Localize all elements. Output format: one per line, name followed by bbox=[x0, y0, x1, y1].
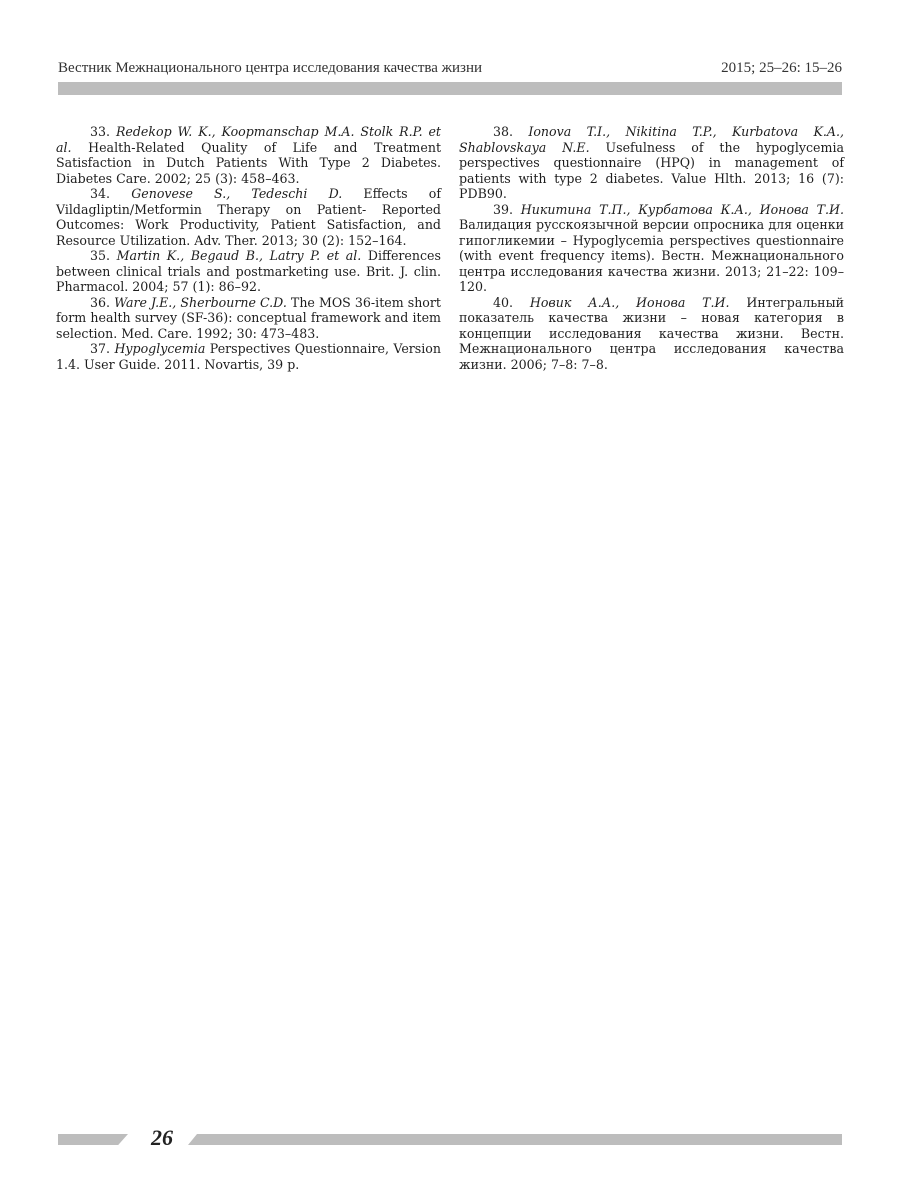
reference-number: 39. bbox=[493, 201, 514, 217]
reference-text: Usefulness of the hypoglycemia perspectives questionnaire (HPQ) in management of patients with type 2 diabetes. Value Hlth. 2013; 16 (7): PDB90. bbox=[459, 139, 844, 201]
reference-authors: Genovese S., Tedeschi D. bbox=[131, 186, 343, 201]
reference-text: Health-Related Quality of Life and Treatment Satisfaction in Dutch Patients With Type 2 Diabetes. Diabetes Care. 2002; 25 (3): 458–463. bbox=[56, 139, 441, 186]
footer-rule-right bbox=[188, 1134, 842, 1145]
journal-title: Вестник Межнационального центра исследования качества жизни bbox=[58, 60, 483, 76]
reference-number: 38. bbox=[493, 124, 514, 139]
reference-item bbox=[56, 186, 441, 248]
reference-number: 34. bbox=[90, 186, 111, 201]
reference-authors: Ware J.E., Sherbourne C.D. bbox=[114, 294, 287, 310]
reference-authors: Hypoglycemia bbox=[114, 341, 206, 356]
reference-number: 37. bbox=[90, 341, 111, 356]
running-header bbox=[58, 60, 842, 80]
reference-authors: Ionova T.I., Nikitina T.P., Kurbatova K.A., Shablovskaya N.E. bbox=[459, 124, 844, 155]
header-rule bbox=[58, 82, 842, 95]
reference-authors: Никитина Т.П., Курбатова К.А., Ионова Т.И. bbox=[520, 201, 844, 217]
reference-text: Валидация русскоязычной версии опросника для оценки гипогликемии – Hypoglycemia perspectives questionnaire (with event frequency items). Вестн. Межнационального центра исследования качества жизни. 2013; 21–22: 109–120. bbox=[459, 217, 844, 294]
reference-item bbox=[56, 248, 441, 295]
issue-citation: 2015; 25–26: 15–26 bbox=[721, 60, 842, 76]
reference-item bbox=[459, 295, 844, 373]
reference-number: 40. bbox=[493, 294, 514, 310]
reference-item bbox=[56, 341, 441, 372]
reference-item bbox=[56, 124, 441, 186]
reference-item bbox=[459, 202, 844, 295]
references-list bbox=[56, 124, 846, 384]
reference-text: Differences between clinical trials and postmarketing use. Brit. J. clin. Pharmacol. 2004; 57 (1): 86–92. bbox=[56, 248, 441, 294]
footer-rule-left bbox=[58, 1134, 128, 1145]
reference-authors: Martin K., Begaud B., Latry P. et al. bbox=[116, 248, 362, 263]
reference-number: 35. bbox=[90, 248, 111, 263]
references-column-right bbox=[459, 124, 844, 372]
reference-text: Интегральный показатель качества жизни – новая категория в концепции исследования качества жизни. Вестн. Межнационального центра исследования качества жизни. 2006; 7–8: 7–8. bbox=[459, 294, 844, 372]
references-column-left bbox=[56, 124, 441, 372]
reference-number: 33. bbox=[90, 124, 111, 139]
reference-authors: Новик А.А., Ионова Т.И. bbox=[529, 294, 730, 310]
page-number: 26 bbox=[151, 1125, 173, 1150]
reference-text: The MOS 36-item short form health survey (SF-36): conceptual framework and item selection. Med. Care. 1992; 30: 473–483. bbox=[56, 294, 441, 341]
reference-authors: Redekop W. K., Koopmanschap M.A. Stolk R.P. et al. bbox=[56, 124, 441, 155]
reference-text: Effects of Vildagliptin/Metformin Therapy on Patient- Reported Outcomes: Work Productivity, Patient Satisfaction, and Resource Utilization. Adv. Ther. 2013; 30 (2): 152–164. bbox=[56, 186, 441, 248]
reference-item bbox=[459, 124, 844, 202]
reference-number: 36. bbox=[90, 294, 111, 310]
reference-item bbox=[56, 295, 441, 342]
reference-text: Perspectives Questionnaire, Version 1.4. User Guide. 2011. Novartis, 39 p. bbox=[56, 341, 441, 372]
